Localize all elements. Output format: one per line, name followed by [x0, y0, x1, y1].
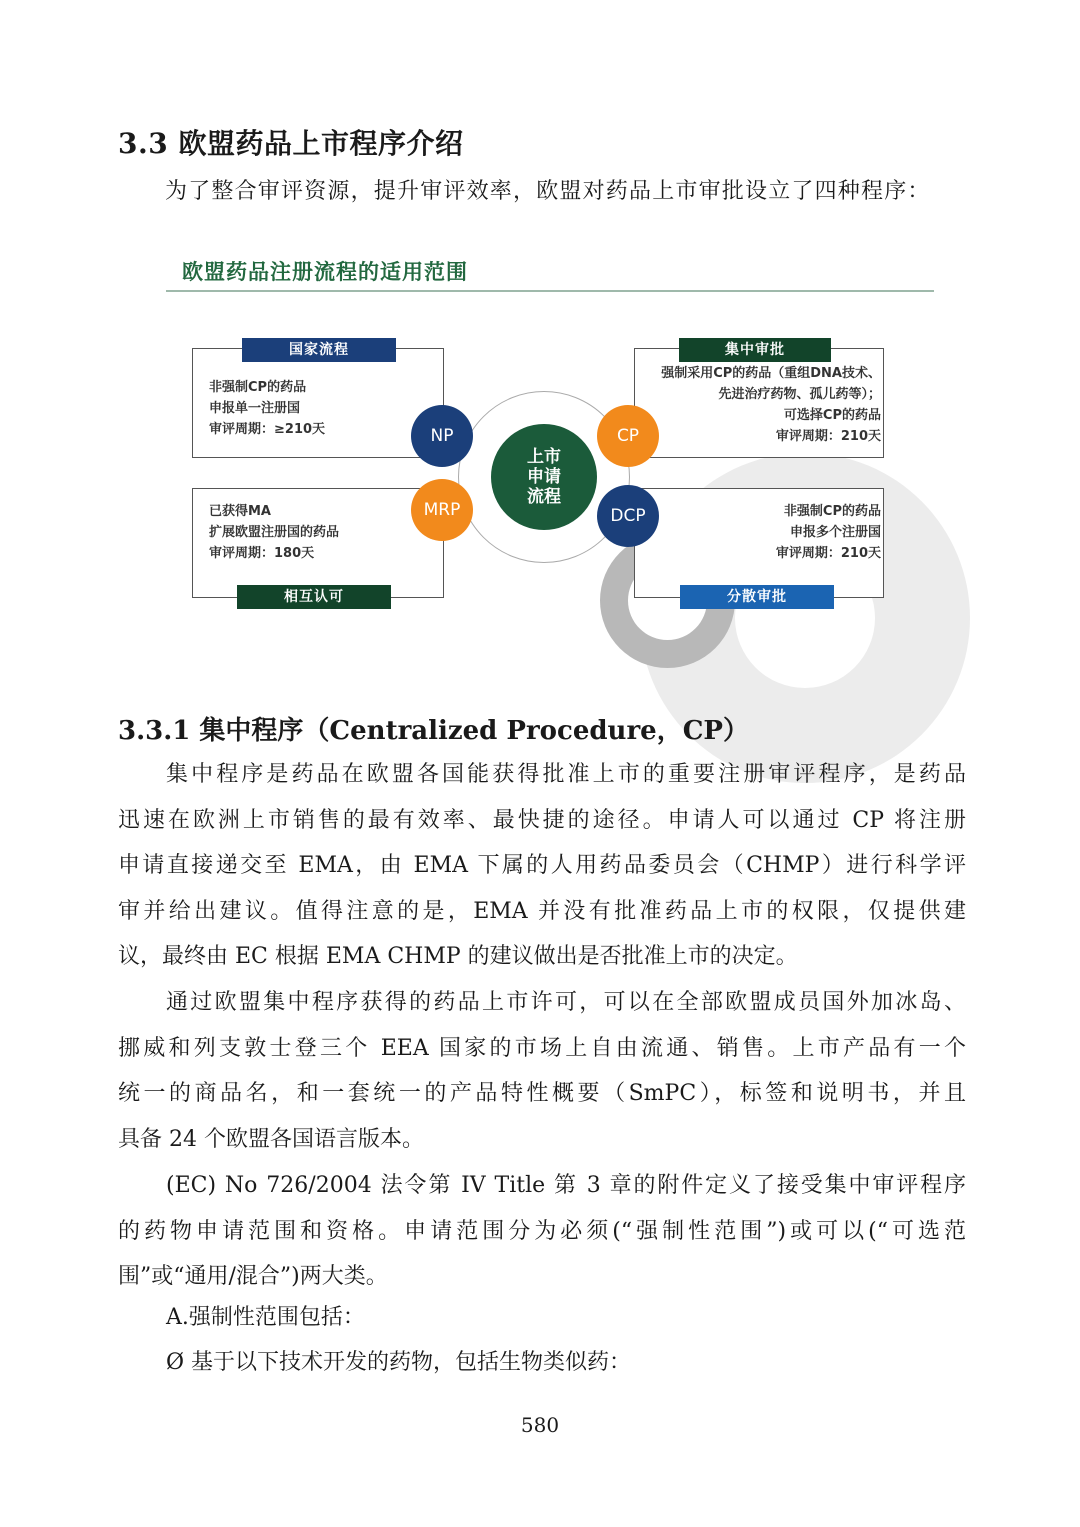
dcp-badge: 分散审批: [680, 585, 834, 609]
paragraph-3: [118, 1163, 966, 1300]
paragraph-line: 的药物申请范围和资格。申请范围分为必须(“强制性范围”)或可以(“可选范: [118, 1218, 966, 1244]
paragraph-2: [118, 980, 966, 1162]
paragraph-line: 议，最终由 EC 根据 EMA CHMP 的建议做出是否批准上市的决定。: [118, 944, 798, 970]
paragraph-line: 迅速在欧洲上市销售的最有效率、最快捷的途径。申请人可以通过 CP 将注册: [118, 807, 966, 833]
cp-circle: CP: [597, 405, 659, 467]
diagram-divider: [166, 290, 934, 292]
bullet-item: Ø 基于以下技术开发的药物，包括生物类似药：: [166, 1350, 632, 1375]
paragraph-line: 审并给出建议。值得注意的是，EMA 并没有批准药品上市的权限，仅提供建: [118, 898, 966, 924]
cp-box-text: [661, 363, 881, 447]
paragraph-line: 申请直接递交至 EMA，由 EMA 下属的人用药品委员会（CHMP）进行科学评: [118, 853, 966, 879]
diagram-title: 欧盟药品注册流程的适用范围: [182, 260, 468, 284]
paragraph-line: 围”或“通用/混合”)两大类。: [118, 1264, 388, 1290]
page-number: 580: [520, 1413, 560, 1437]
np-line: 申报单一注册国: [209, 401, 301, 416]
dcp-line: 申报多个注册国: [789, 525, 881, 540]
cp-line: 可选择CP的药品: [783, 408, 881, 423]
paragraph-line: 通过欧盟集中程序获得的药品上市许可，可以在全部欧盟成员国外加冰岛、: [166, 990, 966, 1015]
np-line: 非强制CP的药品: [209, 380, 307, 395]
center-label: 上市申请流程: [527, 447, 561, 507]
np-box-text: [209, 377, 325, 440]
cp-line: 先进治疗药物、孤儿药等）；: [718, 387, 881, 402]
np-line: 审评周期：≥210天: [209, 422, 326, 437]
mrp-line: 扩展欧盟注册国的药品: [209, 525, 340, 540]
mrp-box: [192, 488, 444, 598]
dcp-line: 非强制CP的药品: [783, 504, 881, 519]
np-badge: 国家流程: [242, 338, 396, 362]
dcp-box: [634, 488, 884, 598]
paragraph-line: 统一的商品名，和一套统一的产品特性概要（SmPC），标签和说明书，并且: [118, 1081, 966, 1107]
mrp-line: 审评周期：180天: [209, 546, 315, 561]
mrp-circle: MRP: [411, 479, 473, 541]
mrp-badge: 相互认可: [237, 585, 391, 609]
dcp-circle: DCP: [597, 485, 659, 547]
paragraph-line: 集中程序是药品在欧盟各国能获得批准上市的重要注册审评程序，是药品: [166, 762, 966, 787]
cp-line: 审评周期：210天: [775, 429, 881, 444]
paragraph-line: (EC) No 726/2004 法令第 IV Title 第 3 章的附件定义了接受集中审评程序: [166, 1173, 966, 1198]
mrp-box-text: [209, 501, 339, 564]
paragraph-line: 挪威和列支敦士登三个 EEA 国家的市场上自由流通、销售。上市产品有一个: [118, 1035, 966, 1061]
cp-box: [634, 348, 884, 458]
dcp-box-text: [776, 501, 881, 564]
list-heading: A.强制性范围包括：: [166, 1305, 365, 1330]
np-box: [192, 348, 444, 458]
paragraph-1: [118, 752, 966, 980]
section-intro: 为了整合审评资源，提升审评效率，欧盟对药品上市审批设立了四种程序：: [165, 179, 931, 204]
paragraph-line: 具备 24 个欧盟各国语言版本。: [118, 1126, 424, 1152]
mrp-line: 已获得MA: [209, 504, 271, 519]
center-circle: [491, 424, 597, 530]
subsection-heading: 3.3.1 集中程序（Centralized Procedure，CP）: [118, 716, 749, 746]
cp-line: 强制采用CP的药品（重组DNA技术、: [661, 366, 881, 381]
cp-badge: 集中审批: [679, 338, 831, 362]
procedure-diagram: [160, 248, 960, 693]
dcp-line: 审评周期：210天: [775, 546, 881, 561]
section-heading: 3.3 欧盟药品上市程序介绍: [118, 127, 464, 160]
np-circle: NP: [411, 405, 473, 467]
